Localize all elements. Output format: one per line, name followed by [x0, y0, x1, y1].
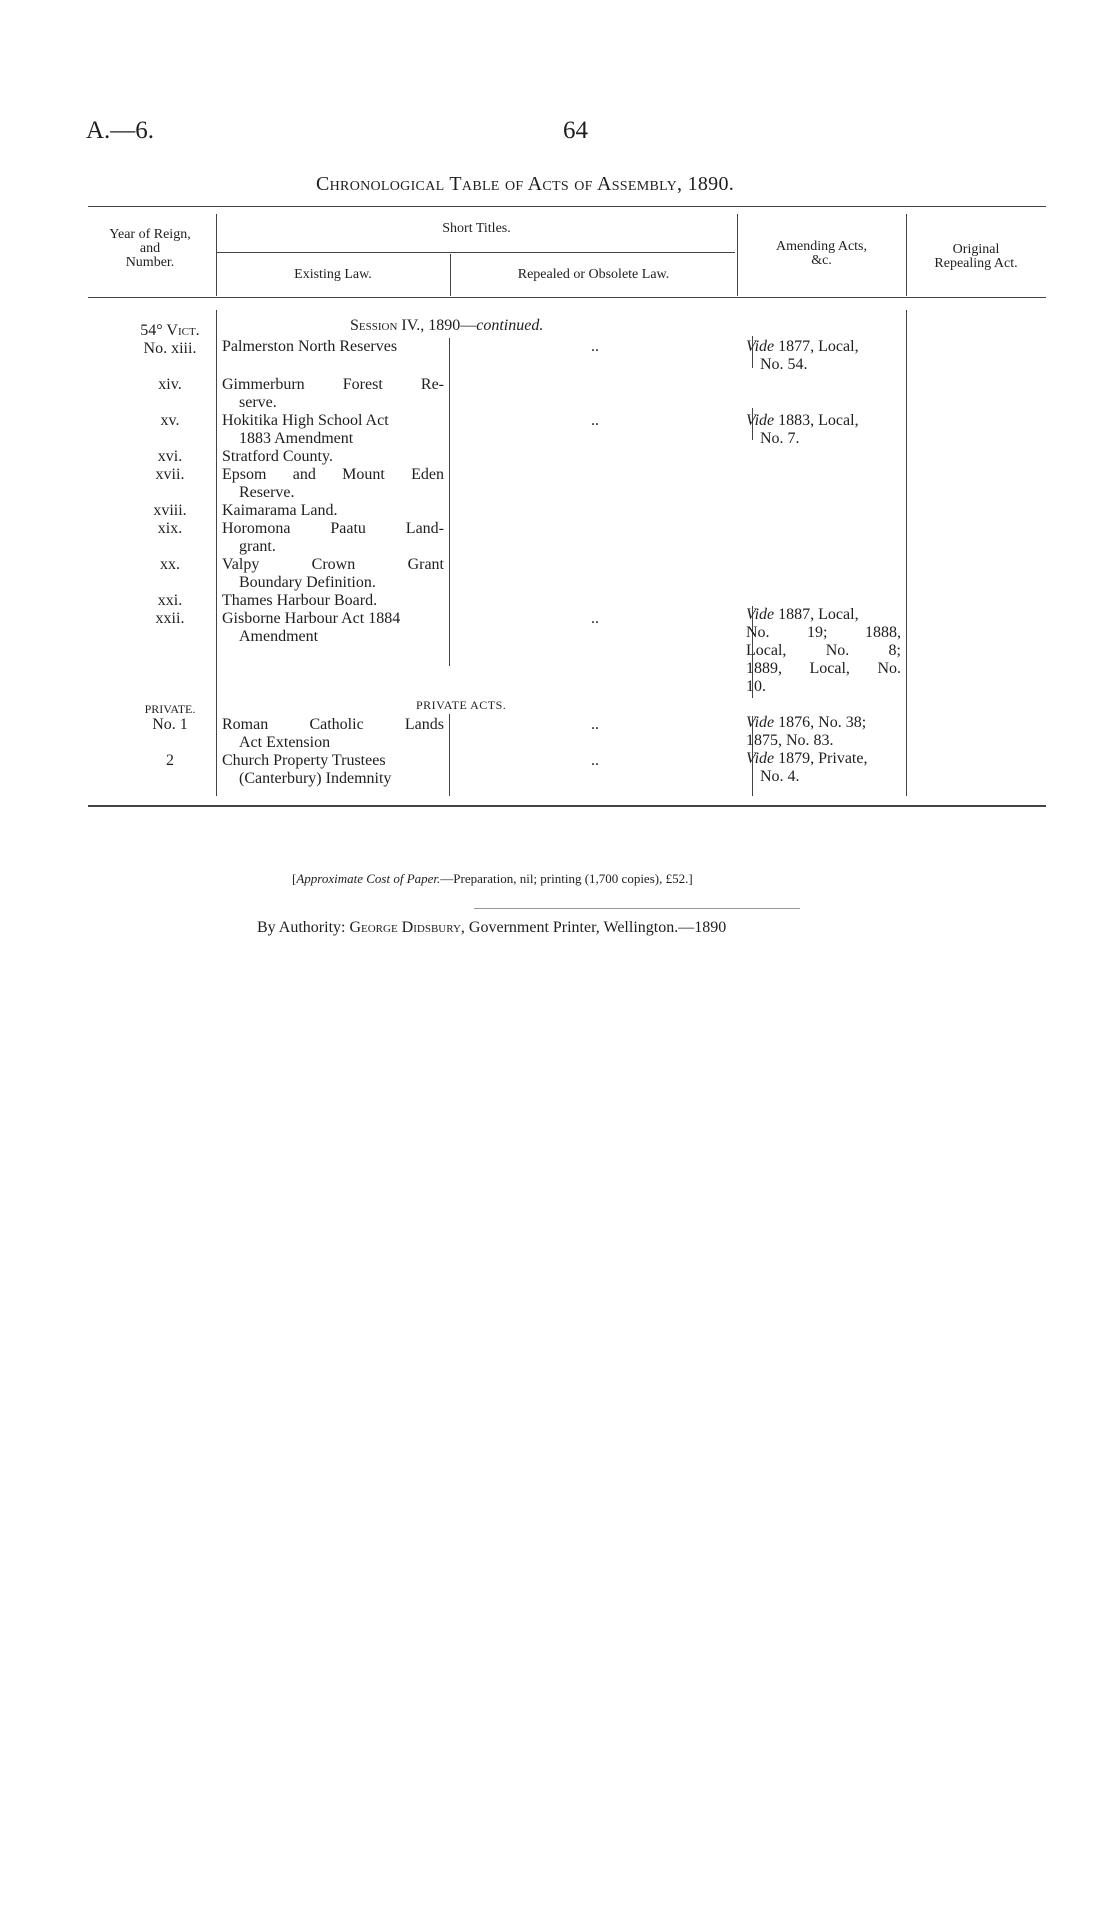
table-top-rule — [88, 206, 1046, 207]
column-divider — [906, 310, 907, 796]
column-divider — [449, 714, 450, 796]
existing-law-title: Epsom and Mount Eden Reserve. — [222, 466, 444, 501]
act-number: 2 — [166, 752, 174, 769]
column-divider — [449, 338, 450, 666]
private-label: PRIVATE. — [144, 702, 196, 716]
page-number: 64 — [563, 117, 588, 144]
table-bottom-rule — [88, 805, 1046, 807]
act-number: No. 1 — [152, 716, 188, 733]
printer-imprint: By Authority: George Didsbury, Government Printer, Wellington.—1890 — [257, 919, 727, 936]
existing-law-title: Gisborne Harbour Act 1884 Amendment — [222, 610, 401, 645]
act-number: 54° Vict. No. xiii. — [140, 322, 200, 357]
existing-law-title: Church Property Trustees (Canterbury) Indemnity — [222, 752, 392, 787]
act-number: xv. — [160, 412, 180, 429]
existing-law-title: Roman Catholic Lands Act Extension — [222, 716, 444, 751]
session-heading: Session IV., 1890—continued. — [350, 317, 544, 334]
amending-acts: Vide 1876, No. 38; 1875, No. 83. — [746, 714, 867, 749]
header-year: Year of Reign, and Number. — [109, 227, 191, 270]
existing-law-title: Thames Harbour Board. — [222, 592, 378, 609]
repealed-placeholder: .. — [591, 338, 599, 355]
repealed-placeholder: .. — [591, 752, 599, 769]
repealed-placeholder: .. — [591, 412, 599, 429]
repealed-placeholder: .. — [591, 610, 599, 627]
amending-acts: Vide 1887, Local, No. 19; 1888, Local, No. 8; 1889, Local, No. 10. — [746, 606, 901, 695]
act-number: xxi. — [157, 592, 183, 609]
header-short-titles: Short Titles. — [442, 221, 511, 236]
header-existing-law: Existing Law. — [294, 267, 372, 282]
amending-acts: Vide 1877, Local, No. 54. — [746, 338, 859, 373]
act-number: xiv. — [158, 376, 182, 393]
existing-law-title: Kaimarama Land. — [222, 502, 338, 519]
header-amending-acts: Amending Acts, &c. — [776, 239, 867, 268]
act-number: xxii. — [155, 610, 185, 627]
footer-rule — [474, 908, 800, 909]
amending-acts: Vide 1879, Private, No. 4. — [746, 750, 868, 785]
act-number: xviii. — [153, 502, 187, 519]
existing-law-title: Valpy Crown Grant Boundary Definition. — [222, 556, 444, 591]
cost-note: [Approximate Cost of Paper.—Preparation, nil; printing (1,700 copies), £52.] — [292, 871, 693, 886]
act-number: xix. — [157, 520, 183, 537]
existing-law-title: Horomona Paatu Land- grant. — [222, 520, 444, 555]
act-number: xvii. — [155, 466, 185, 483]
page-title: Chronological Table of Acts of Assembly, 1890. — [316, 173, 735, 195]
header-repealed-law: Repealed or Obsolete Law. — [517, 267, 670, 282]
existing-law-title: Palmerston North Reserves — [222, 338, 398, 355]
existing-law-title: Gimmerburn Forest Re- serve. — [222, 376, 444, 411]
existing-law-title: Hokitika High School Act 1883 Amendment — [222, 412, 389, 447]
act-number: xx. — [160, 556, 180, 573]
document-code: A.—6. — [86, 117, 155, 144]
header-bottom-rule — [88, 297, 1046, 298]
existing-law-title: Stratford County. — [222, 448, 333, 465]
header-original-repealing: Original Repealing Act. — [934, 242, 1018, 271]
private-acts-heading: PRIVATE ACTS. — [416, 698, 507, 712]
act-number: xvi. — [157, 448, 183, 465]
repealed-placeholder: .. — [591, 716, 599, 733]
amending-acts: Vide 1883, Local, No. 7. — [746, 412, 859, 447]
short-titles-rule — [216, 252, 735, 253]
